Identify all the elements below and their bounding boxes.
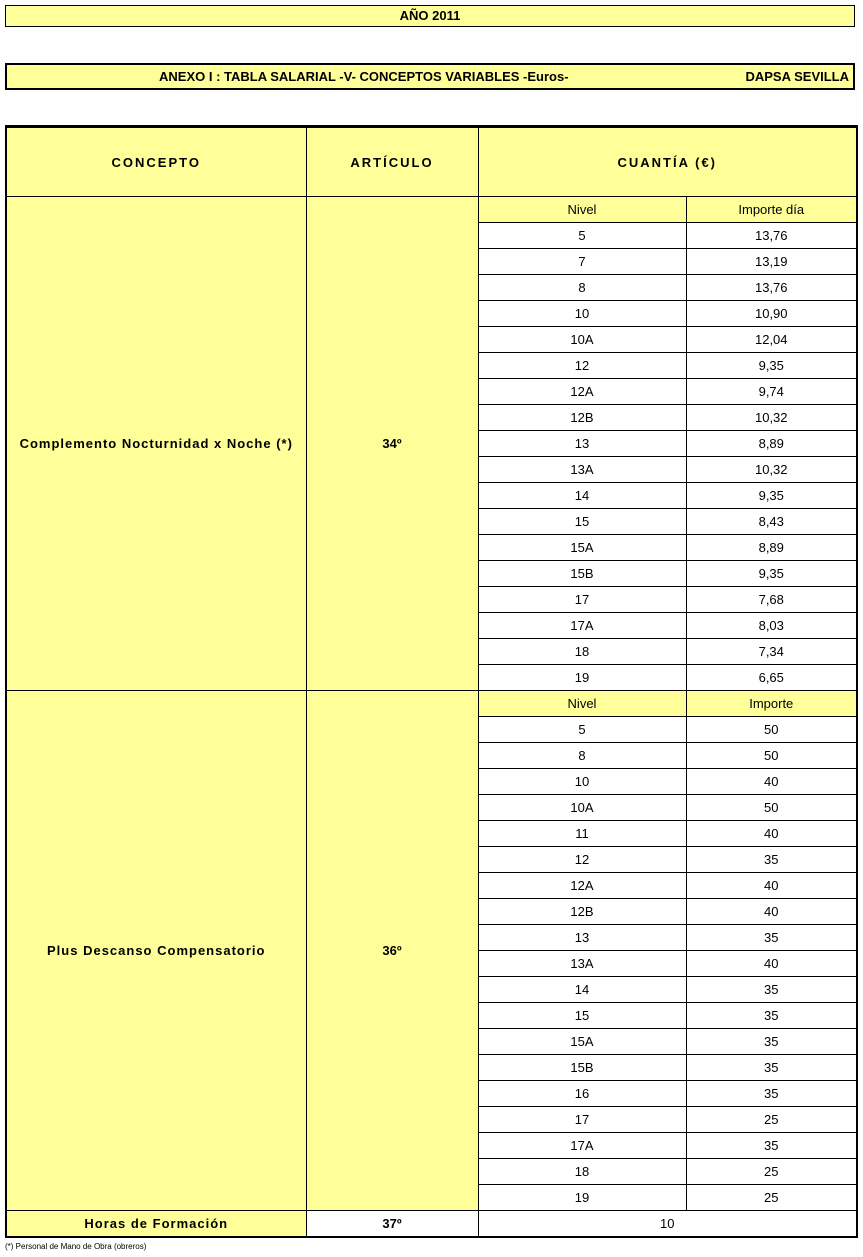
- importe-cell: 13,76: [686, 223, 857, 249]
- header-articulo: ARTÍCULO: [306, 127, 478, 197]
- importe-cell: 35: [686, 847, 857, 873]
- importe-cell: 12,04: [686, 327, 857, 353]
- nivel-cell: 8: [478, 743, 686, 769]
- importe-cell: 25: [686, 1107, 857, 1133]
- importe-cell: 8,43: [686, 509, 857, 535]
- nivel-cell: 12B: [478, 899, 686, 925]
- nivel-cell: 17A: [478, 1133, 686, 1159]
- nivel-cell: 18: [478, 639, 686, 665]
- importe-cell: 9,35: [686, 483, 857, 509]
- nivel-cell: 16: [478, 1081, 686, 1107]
- importe-cell: 50: [686, 795, 857, 821]
- importe-cell: 35: [686, 925, 857, 951]
- importe-cell: 13,19: [686, 249, 857, 275]
- nivel-cell: 11: [478, 821, 686, 847]
- importe-cell: 35: [686, 1029, 857, 1055]
- formacion-value: 10: [478, 1211, 857, 1237]
- article-cell: 34º: [306, 197, 478, 691]
- nivel-cell: 13: [478, 925, 686, 951]
- nivel-cell: 12: [478, 847, 686, 873]
- subheader-nivel: Nivel: [478, 691, 686, 717]
- nivel-cell: 19: [478, 1185, 686, 1211]
- article-cell: 36º: [306, 691, 478, 1211]
- nivel-cell: 5: [478, 223, 686, 249]
- formacion-concept: Horas de Formación: [6, 1211, 306, 1237]
- annex-bar: [5, 63, 855, 90]
- nivel-cell: 13A: [478, 457, 686, 483]
- company-name: DAPSA SEVILLA: [745, 69, 849, 84]
- nivel-cell: 19: [478, 665, 686, 691]
- importe-cell: 25: [686, 1185, 857, 1211]
- nivel-cell: 15B: [478, 561, 686, 587]
- importe-cell: 40: [686, 821, 857, 847]
- concept-cell: Plus Descanso Compensatorio: [6, 691, 306, 1211]
- nivel-cell: 8: [478, 275, 686, 301]
- year-label: AÑO 2011: [399, 8, 461, 23]
- year-bar: [5, 5, 855, 27]
- importe-cell: 40: [686, 873, 857, 899]
- importe-cell: 10,32: [686, 405, 857, 431]
- importe-cell: 7,68: [686, 587, 857, 613]
- importe-cell: 8,89: [686, 431, 857, 457]
- nivel-cell: 15: [478, 509, 686, 535]
- importe-cell: 8,03: [686, 613, 857, 639]
- header-cuantia: CUANTÍA (€): [478, 127, 857, 197]
- importe-cell: 9,35: [686, 561, 857, 587]
- importe-cell: 50: [686, 717, 857, 743]
- table-header-row: [6, 127, 857, 197]
- importe-cell: 10,32: [686, 457, 857, 483]
- nivel-cell: 17: [478, 587, 686, 613]
- nivel-cell: 17A: [478, 613, 686, 639]
- importe-cell: 35: [686, 1055, 857, 1081]
- annex-title: ANEXO I : TABLA SALARIAL -V- CONCEPTOS VARIABLES -Euros-: [159, 69, 569, 84]
- subheader-importe: Importe: [686, 691, 857, 717]
- importe-cell: 35: [686, 1133, 857, 1159]
- importe-cell: 9,74: [686, 379, 857, 405]
- nivel-cell: 13: [478, 431, 686, 457]
- nivel-cell: 10: [478, 769, 686, 795]
- importe-cell: 40: [686, 951, 857, 977]
- subheader-row: [6, 197, 857, 223]
- nivel-cell: 14: [478, 483, 686, 509]
- nivel-cell: 15B: [478, 1055, 686, 1081]
- formacion-article: 37º: [306, 1211, 478, 1237]
- nivel-cell: 12A: [478, 873, 686, 899]
- concept-cell: Complemento Nocturnidad x Noche (*): [6, 197, 306, 691]
- nivel-cell: 7: [478, 249, 686, 275]
- nivel-cell: 12: [478, 353, 686, 379]
- importe-cell: 40: [686, 769, 857, 795]
- nivel-cell: 15: [478, 1003, 686, 1029]
- importe-cell: 6,65: [686, 665, 857, 691]
- importe-cell: 35: [686, 977, 857, 1003]
- nivel-cell: 12B: [478, 405, 686, 431]
- importe-cell: 25: [686, 1159, 857, 1185]
- formacion-row: [6, 1211, 857, 1237]
- nivel-cell: 18: [478, 1159, 686, 1185]
- nivel-cell: 12A: [478, 379, 686, 405]
- importe-cell: 40: [686, 899, 857, 925]
- salary-table: [5, 125, 858, 1238]
- importe-cell: 8,89: [686, 535, 857, 561]
- importe-cell: 50: [686, 743, 857, 769]
- nivel-cell: 10: [478, 301, 686, 327]
- nivel-cell: 10A: [478, 795, 686, 821]
- footnote: (*) Personal de Mano de Obra (obreros): [5, 1242, 147, 1251]
- subheader-importe: Importe día: [686, 197, 857, 223]
- importe-cell: 35: [686, 1081, 857, 1107]
- importe-cell: 13,76: [686, 275, 857, 301]
- nivel-cell: 15A: [478, 1029, 686, 1055]
- nivel-cell: 14: [478, 977, 686, 1003]
- importe-cell: 7,34: [686, 639, 857, 665]
- subheader-nivel: Nivel: [478, 197, 686, 223]
- nivel-cell: 5: [478, 717, 686, 743]
- nivel-cell: 17: [478, 1107, 686, 1133]
- nivel-cell: 15A: [478, 535, 686, 561]
- header-concepto: CONCEPTO: [6, 127, 306, 197]
- nivel-cell: 13A: [478, 951, 686, 977]
- importe-cell: 35: [686, 1003, 857, 1029]
- importe-cell: 10,90: [686, 301, 857, 327]
- importe-cell: 9,35: [686, 353, 857, 379]
- nivel-cell: 10A: [478, 327, 686, 353]
- subheader-row: [6, 691, 857, 717]
